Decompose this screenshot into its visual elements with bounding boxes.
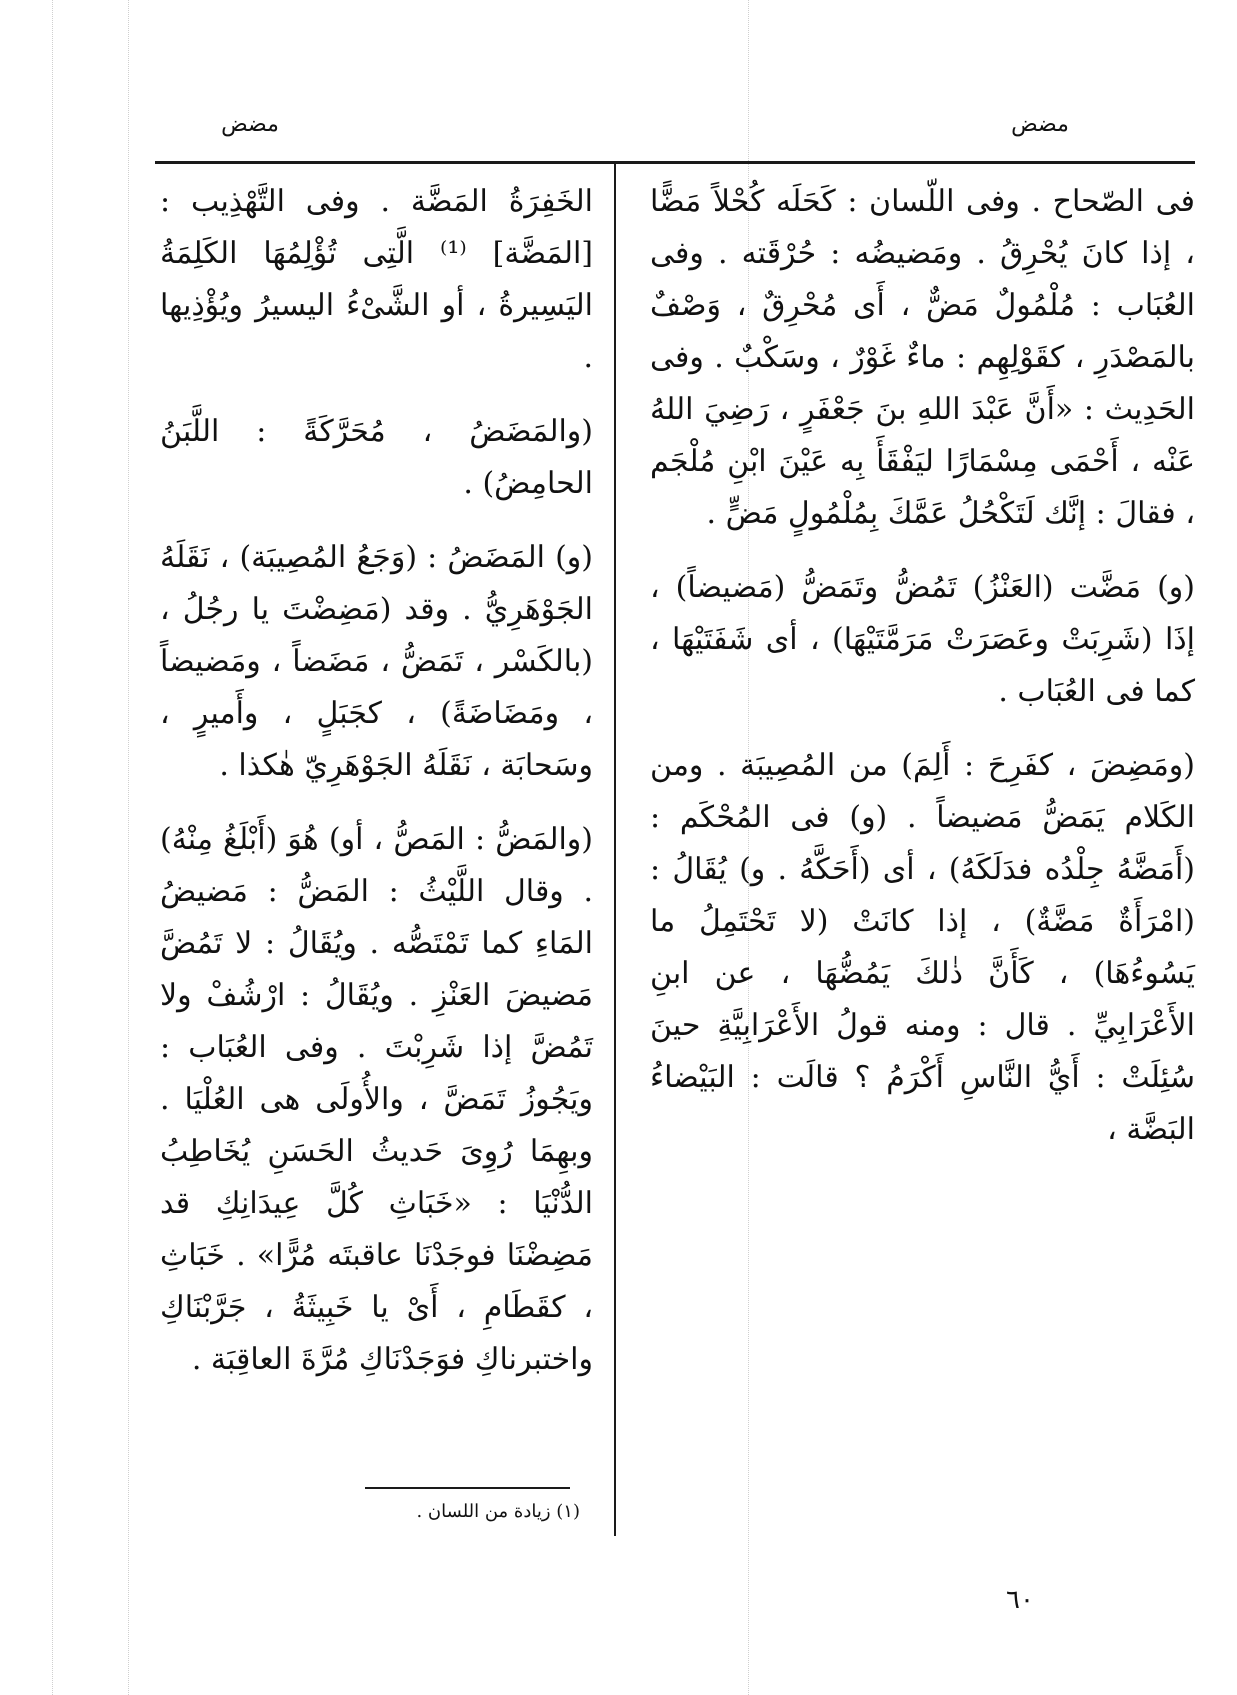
entry-paragraph: الخَفِرَةُ المَضَّة . وفى التَّهْذِيب : [المَضَّة] ⁽¹⁾ الَّتِى تُؤْلِمُهَا الكَلِمَةُ اليَسِيرةُ ، أو الشَّىْءُ اليسيرُ ويُؤْذِيها . [160,184,594,375]
entry-paragraph: (والمَضُّ : المَصُّ ، أو) هُوَ (أَبْلَغُ مِنْهُ) . وقال اللَّيْثُ : المَضُّ : مَضيضُ المَاءِ كما تَمْتَصُّه . ويُقَالُ : لا تَمُضَّ مَضيضَ العَنْزِ . ويُقَالُ : ارْشُفْ ولا تَمُضَّ إذا شَرِبْتَ . وفى العُبَاب : ويَجُوزُ تَمَضَّ ، والأُولَى هى العُلْيَا . وبهِمَا رُوِىَ حَديثُ الحَسَنِ يُخَاطِبُ الدُّنْيَا : «خَبَاثِ كُلَّ عِيدَانِكِ قد مَضِضْنَا فوجَدْنَا عاقبتَه مُرًّا» . خَبَاثِ ، كقَطَامِ ، أَىْ يا خَبِيثَةُ ، جَرَّبْنَاكِ واختبرناكِ فوَجَدْنَاكِ مُرَّةَ العاقِبَة . [160,822,593,1377]
entry-paragraph: (و) مَضَّت (العَنْزُ) تَمُضُّ وتَمَضُّ (مَضيضاً) ، إذَا (شَرِبَتْ وعَصَرَتْ مَرَمَّتَيْهَا) ، أى شَفَتَيْهَا ، كما فى العُبَاب . [650,570,1195,709]
scan-guide-line [128,0,129,1695]
entry-paragraph: فى الصّحاح . وفى اللّسان : كَحَلَه كُحْلاً مَضًّا ، إذا كانَ يُحْرِقُ . ومَضيضُه : حُرْقَته . وفى العُبَاب : مُلْمُولٌ مَضٌّ ، أَى مُحْرِقٌ ، وَصْفٌ بالمَصْدَرِ ، كقَوْلِهِم : ماءٌ غَوْرٌ ، وسَكْبٌ . وفى الحَدِيث : «أَنَّ عَبْدَ اللهِ بنَ جَعْفَرٍ ، رَضِيَ اللهُ عَنْه ، أَحْمَى مِسْمَارًا ليَفْقَأَ بِه عَيْنَ ابْنِ مُلْجَم ، فقالَ : إنَّك لَتَكْحُلُ عَمَّكَ بِمُلْمُولٍ مَضٍّ . [650,184,1195,531]
scan-guide-line [52,0,53,1695]
entry-paragraph: (والمَضَضُ ، مُحَرَّكَةً : اللَّبَنُ الحامِضُ) . [160,414,593,501]
page-number: ٦٠ [1006,1585,1034,1615]
entry-paragraph: (ومَضِضَ ، كفَرِحَ : أَلِمَ) من المُصِيبَة . ومن الكَلام يَمَضُّ مَضيضاً . (و) فى المُحْكَم : (أَمَضَّهُ جِلْدُه فدَلَكَهُ) ، أى (أَحَكَّهُ . و) يُقَالُ : (امْرَأَةٌ مَضَّةٌ) ، إذا كانَتْ (لا تَحْتَمِلُ ما يَسُوءُهَا) ، كَأَنَّ ذٰلكَ يَمُضُّهَا ، عن ابنِ الأَعْرَابِيِّ . قال : ومنه قولُ الأَعْرَابِيَّةِ حينَ سُئِلَتْ : أَيُّ النَّاسِ أَكْرَمُ ؟ قالَت : البَيْضاءُ البَضَّة ، [650,748,1195,1147]
header-rule [155,161,1195,164]
running-head-right: مضض [1011,112,1069,137]
entry-paragraph: (و) المَضَضُ : (وَجَعُ المُصِيبَة) ، نَقَلَهُ الجَوْهَرِيُّ . وقد (مَضِضْتَ يا رجُلُ ، (بالكَسْر ، تَمَضُّ ، مَضَضاً ، ومَضيضاً ، ومَضَاضَةً) ، كجَبَلٍ ، وأَميرٍ ، وسَحابَة ، نَقَلَهُ الجَوْهَرِيّ هٰكذا . [160,540,593,783]
right-column [650,176,1195,1178]
footnote: (١) زيادة من اللسان . [416,1501,580,1522]
footnote-rule [365,1487,570,1489]
column-divider [614,164,616,1536]
left-column [160,176,593,1408]
running-head-left: مضض [221,112,279,137]
